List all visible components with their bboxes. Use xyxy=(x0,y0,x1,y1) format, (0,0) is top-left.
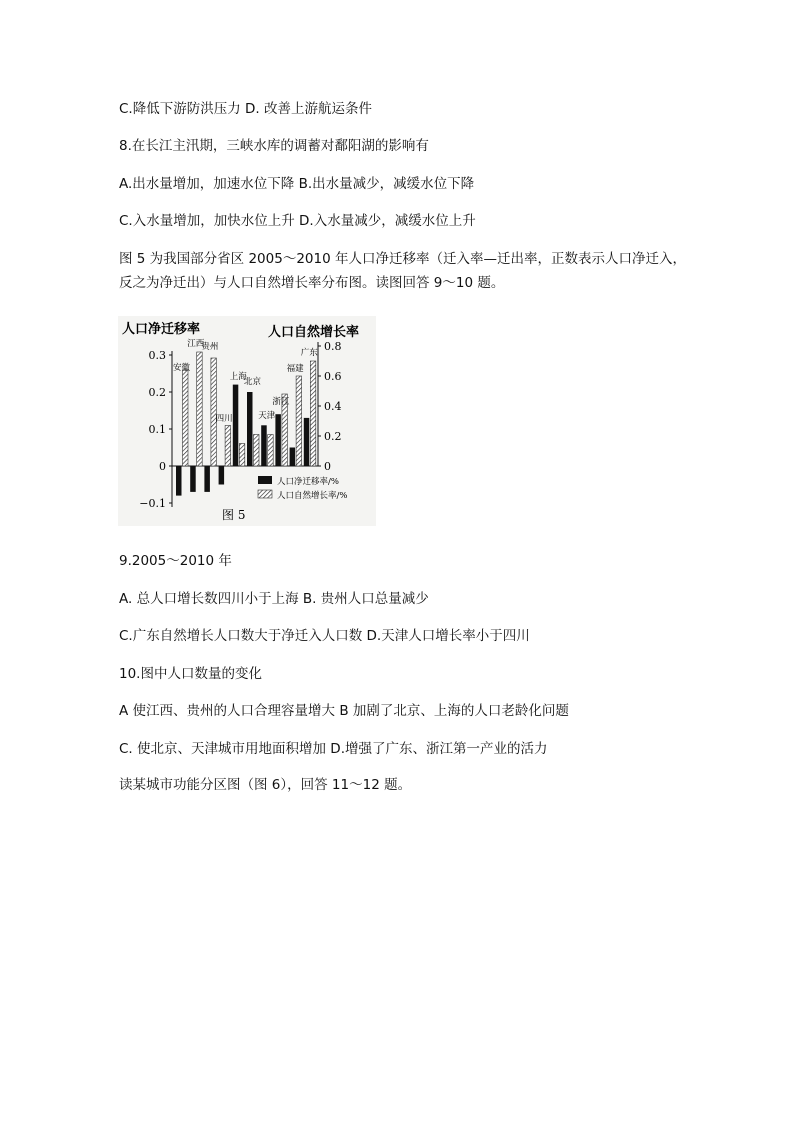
question-9-options-ab: A. 总人口增长数四川小于上海 B. 贵州人口总量减少 xyxy=(119,591,429,607)
bar-natural-growth-0 xyxy=(183,370,189,466)
question-9-options-cd: C.广东自然增长人口数大于净迁入人口数 D.天津人口增长率小于四川 xyxy=(119,628,530,644)
right-tick-label: 0.8 xyxy=(324,340,342,353)
legend-label-net-migration: 人口净迁移率/% xyxy=(277,477,339,487)
bar-net-migration-2 xyxy=(204,466,210,492)
right-tick-label: 0.2 xyxy=(324,430,342,443)
bar-net-migration-8 xyxy=(290,448,296,467)
figure-6-intro: 读某城市功能分区图（图 6），回答 11～12 题。 xyxy=(119,777,412,793)
bar-natural-growth-2 xyxy=(211,358,217,466)
left-axis-label: 人口净迁移率 xyxy=(122,322,201,337)
bar-natural-growth-4 xyxy=(239,444,245,467)
question-10-options-cd: C. 使北京、天津城市用地面积增加 D.增强了广东、浙江第一产业的活力 xyxy=(119,741,548,757)
question-10: 10.图中人口数量的变化 xyxy=(119,666,262,682)
bar-natural-growth-1 xyxy=(197,352,203,466)
question-10-options-ab: A 使江西、贵州的人口合理容量增大 B 加剧了北京、上海的人口老龄化问题 xyxy=(119,703,569,719)
left-tick-label: 0.2 xyxy=(148,386,166,399)
right-tick-label: 0.6 xyxy=(324,370,342,383)
bar-natural-growth-3 xyxy=(225,426,231,467)
bar-net-migration-5 xyxy=(247,392,253,466)
right-tick-label: 0 xyxy=(324,460,331,473)
category-label-3: 四川 xyxy=(215,414,233,424)
bar-natural-growth-5 xyxy=(254,435,260,467)
legend-swatch-net-migration xyxy=(258,476,272,484)
question-8-options-cd: C.入水量增加，加快水位上升 D.入水量减少，减缓水位上升 xyxy=(119,213,476,229)
category-label-6: 天津 xyxy=(258,411,276,421)
bar-net-migration-3 xyxy=(219,466,225,485)
right-axis-label: 人口自然增长率 xyxy=(268,325,360,340)
question-9: 9.2005～2010 年 xyxy=(119,553,232,569)
category-label-2: 贵州 xyxy=(201,342,219,352)
bar-net-migration-7 xyxy=(275,414,281,466)
legend-label-natural-growth: 人口自然增长率/% xyxy=(277,491,348,501)
bar-net-migration-4 xyxy=(233,385,239,466)
figure-5-intro-cont: 反之为净迁出）与人口自然增长率分布图。读图回答 9～10 题。 xyxy=(119,275,505,291)
category-label-7: 浙江 xyxy=(272,397,290,407)
figure-caption: 图 5 xyxy=(222,508,246,522)
category-label-4: 上海 xyxy=(229,372,247,382)
bar-net-migration-1 xyxy=(190,466,196,492)
bar-net-migration-0 xyxy=(176,466,182,496)
left-tick-label: 0.3 xyxy=(148,349,166,362)
category-label-8: 福建 xyxy=(286,364,304,374)
right-tick-label: 0.4 xyxy=(324,400,342,413)
question-8-options-ab: A.出水量增加，加速水位下降 B.出水量减少，减缓水位下降 xyxy=(119,176,475,192)
bar-natural-growth-6 xyxy=(268,435,274,467)
left-tick-label: −0.1 xyxy=(139,497,166,510)
chart-svg xyxy=(118,316,376,526)
category-label-9: 广东 xyxy=(300,348,318,358)
bar-net-migration-9 xyxy=(304,418,310,466)
bar-net-migration-6 xyxy=(261,425,267,466)
legend-swatch-natural-growth xyxy=(258,490,272,498)
category-label-0: 安徽 xyxy=(172,363,191,373)
bar-natural-growth-8 xyxy=(296,376,302,466)
figure-5-chart xyxy=(118,316,376,526)
left-tick-label: 0.1 xyxy=(148,423,166,436)
left-tick-label: 0 xyxy=(159,460,166,473)
category-label-1: 江西 xyxy=(187,339,205,349)
bar-natural-growth-9 xyxy=(310,361,316,466)
question-8: 8.在长江主汛期，三峡水库的调蓄对鄱阳湖的影响有 xyxy=(119,138,429,154)
figure-5-intro: 图 5 为我国部分省区 2005～2010 年人口净迁移率（迁入率—迁出率，正数表示人口净迁入， xyxy=(119,251,686,267)
category-label-5: 北京 xyxy=(243,377,262,387)
line-q7-options-cd: C.降低下游防洪压力 D. 改善上游航运条件 xyxy=(119,101,372,117)
